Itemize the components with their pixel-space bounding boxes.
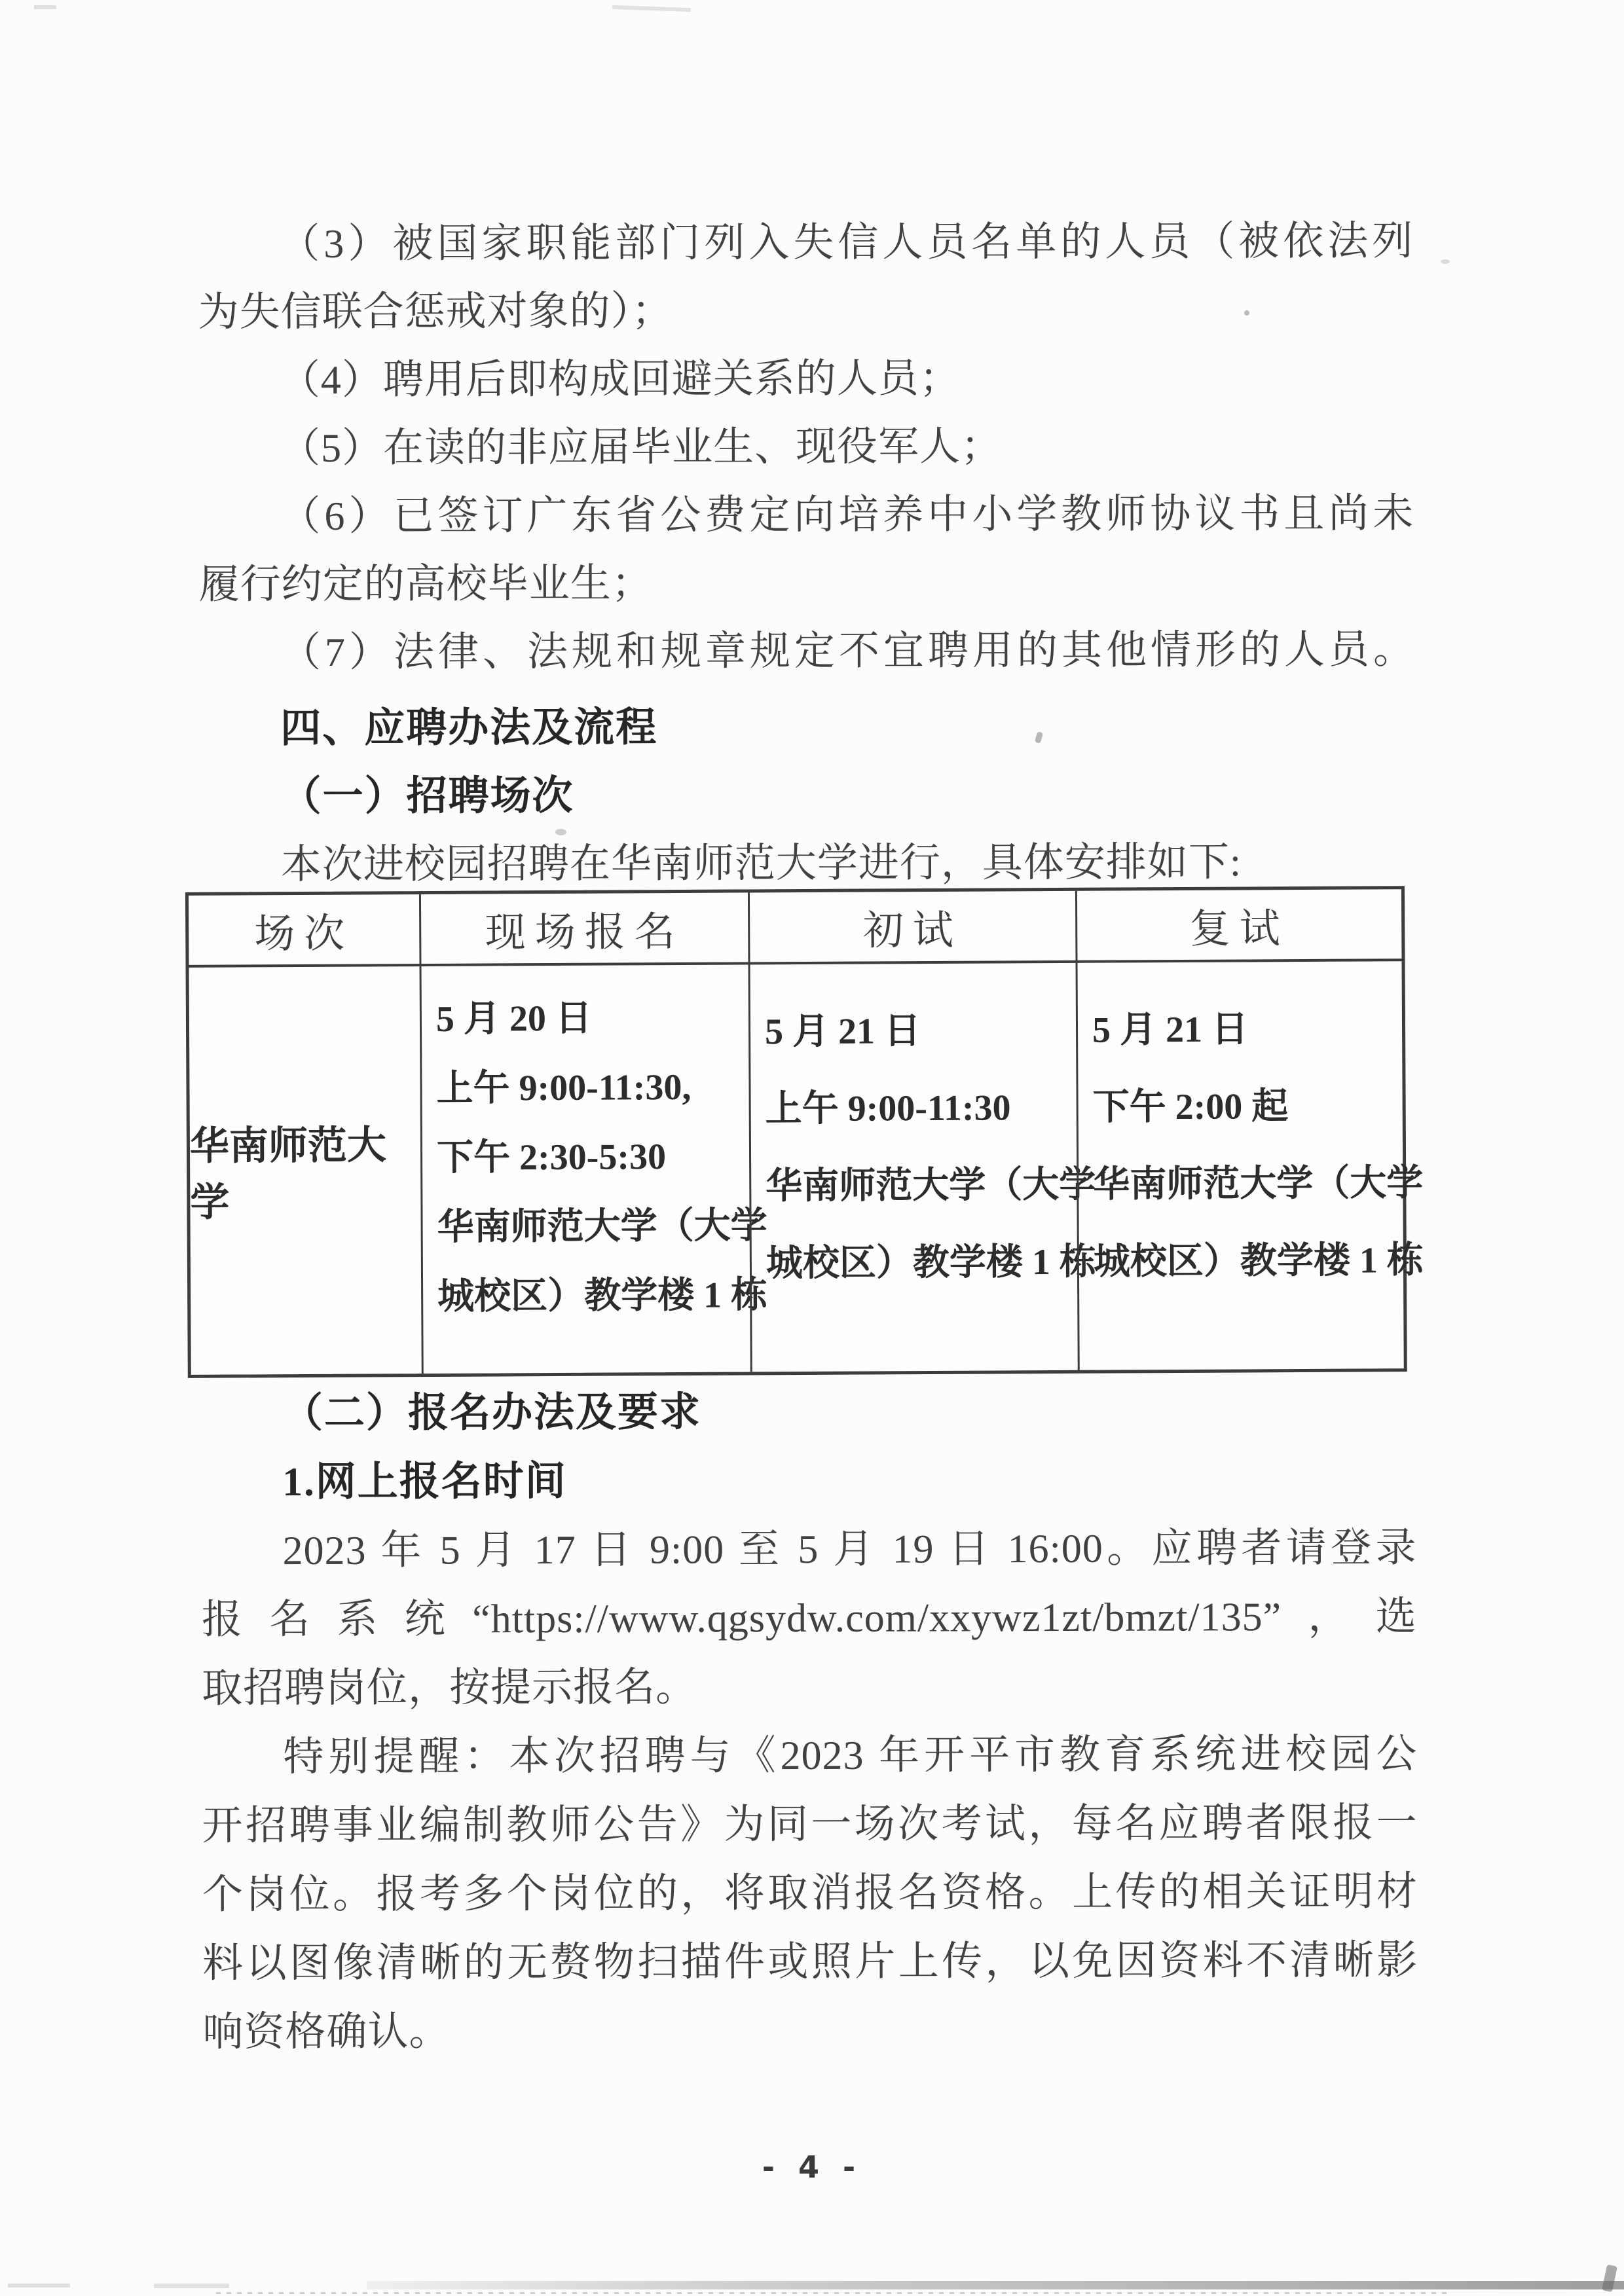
subsection-1-heading: （一）招聘场次 [280,773,574,820]
special-reminder-line-2: 开招聘事业编制教师公告》为同一场次考试，每名应聘者限报一 [202,1800,1418,1849]
clause-item-6-line-1: （6）已签订广东省公费定向培养中小学教师协议书且尚未 [280,491,1414,539]
second-interview-date: 5 月 21 日 [1092,1009,1249,1051]
second-interview-time: 下午 2:00 起 [1092,1086,1289,1128]
onsite-location-line-2: 城校区）教学楼 1 栋 [437,1275,768,1317]
table-header-first-interview: 初试 [748,891,1076,965]
clause-item-7: （7）法律、法规和规章规定不宜聘用的其他情形的人员。 [280,627,1415,676]
clause-item-4: （4）聘用后即构成回避关系的人员； [279,356,961,403]
schedule-table [185,886,1424,1378]
second-interview-location-line-1: 华南师范大学（大学 [1093,1163,1424,1205]
first-interview-time: 上午 9:00-11:30 [765,1087,1011,1130]
special-reminder-line-1: 特别提醒：本次招聘与《2023 年开平市教育系统进校园公 [283,1732,1418,1780]
table-cell-first-interview [748,963,1097,1372]
registration-time-line-1: 2023 年 5 月 17 日 9:00 至 5 月 19 日 16:00。应聘者请登录 [282,1525,1417,1574]
first-interview-date: 5 月 21 日 [764,1011,921,1053]
table-header-onsite-registration: 现场报名 [419,892,748,966]
table-header-session: 场次 [189,894,420,968]
upper-text-block [198,208,1415,900]
onsite-date: 5 月 20 日 [435,998,593,1040]
intro-line: 本次进校园招聘在华南师范大学进行，具体安排如下: [280,840,1242,888]
registration-time-line-3: 取招聘岗位，按提示报名。 [201,1665,697,1711]
special-reminder-line-3: 个岗位。报考多个岗位的，将取消报名资格。上传的相关证明材 [202,1869,1418,1918]
venue-name: 华南师范大学 [189,1123,387,1224]
first-interview-location-line-1: 华南师范大学（大学 [766,1164,1096,1207]
clause-item-5: （5）在读的非应届毕业生、现役军人； [280,424,1003,471]
lower-text-block [201,1377,1418,2068]
page-number: - 4 - [762,2149,862,2185]
second-interview-location-line-2: 城校区）教学楼 1 栋 [1093,1240,1424,1283]
onsite-afternoon-time: 下午 2:30-5:30 [436,1137,667,1178]
section-4-heading: 四、应聘办法及流程 [280,705,658,752]
clause-item-3-line-2: 为失信联合惩戒对象的）； [198,289,673,335]
table-cell-venue [189,966,422,1375]
table-cell-second-interview [1076,961,1424,1370]
special-reminder-line-4: 料以图像清晰的无赘物扫描件或照片上传，以免因资料不清晰影 [202,1938,1418,1986]
clause-item-6-line-2: 履行约定的高校毕业生； [198,561,653,608]
online-time-heading: 1.网上报名时间 [282,1459,567,1505]
onsite-location-line-1: 华南师范大学（大学 [437,1205,767,1248]
registration-time-line-2: 报名系统“https://www.qgsydw.com/xxywz1zt/bmzt/135”，选 [201,1594,1417,1643]
clause-item-3-line-1: （3）被国家职能部门列入失信人员名单的人员（被依法列 [279,219,1414,267]
onsite-morning-time: 上午 9:00-11:30, [436,1066,692,1109]
first-interview-location-line-2: 城校区）教学楼 1 栋 [766,1241,1097,1285]
table-cell-onsite-registration [420,964,768,1374]
special-reminder-line-5: 响资格确认。 [202,2009,451,2055]
subsection-2-heading: （二）报名办法及要求 [282,1390,702,1436]
table-header-second-interview: 复试 [1075,889,1402,963]
